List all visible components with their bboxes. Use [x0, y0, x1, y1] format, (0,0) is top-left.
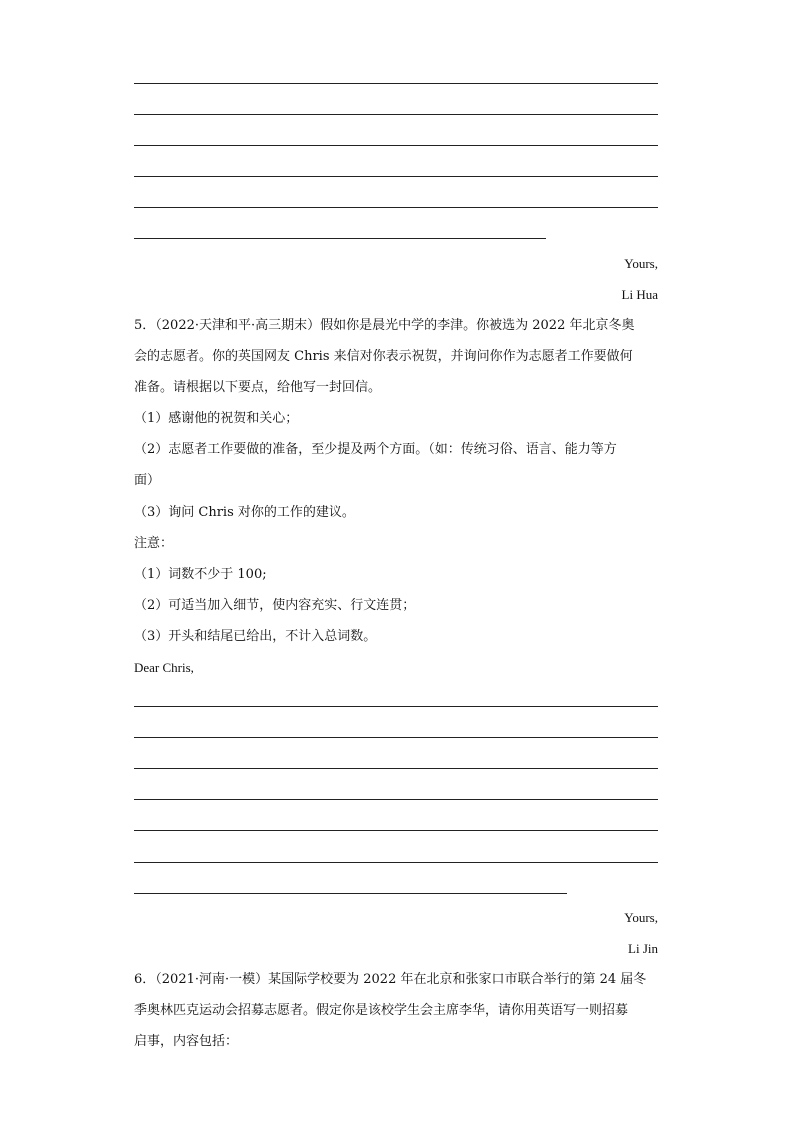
writing-line — [134, 768, 658, 769]
signature-li-hua: Li Hua — [621, 287, 658, 302]
q5-note-2: （2）可适当加入细节，使内容充实、行文连贯； — [134, 598, 416, 613]
writing-line — [134, 706, 658, 707]
q6-prompt-line: 季奥林匹克运动会招募志愿者。假定你是该校学生会主席李华，请你用英语写一则招募 — [134, 1003, 629, 1018]
writing-line — [134, 238, 546, 239]
q5-prompt-line: 准备。请根据以下要点，给他写一封回信。 — [134, 380, 382, 395]
q5-note-1: （1）词数不少于 100; — [134, 567, 267, 582]
writing-line — [134, 83, 658, 84]
q5-point-2-cont: 面） — [134, 473, 161, 488]
q5-notes-label: 注意： — [134, 536, 174, 551]
signature-li-jin: Li Jin — [628, 941, 658, 956]
closing-yours: Yours, — [624, 256, 658, 271]
q5-prompt-line: 5．（2022·天津和平·高三期末）假如你是晨光中学的李津。你被选为 2022 年北京冬奥 — [134, 318, 635, 333]
writing-line — [134, 799, 658, 800]
writing-line — [134, 893, 567, 894]
writing-line — [134, 145, 658, 146]
writing-line — [134, 114, 658, 115]
q6-prompt-line: 启事，内容包括： — [134, 1034, 239, 1049]
writing-line — [134, 207, 658, 208]
q5-point-1: （1）感谢他的祝贺和关心； — [134, 411, 299, 426]
writing-line — [134, 176, 658, 177]
q5-prompt-line: 会的志愿者。你的英国网友 Chris 来信对你表示祝贺，并询问你作为志愿者工作要做何 — [134, 349, 633, 364]
q5-note-3: （3）开头和结尾已给出，不计入总词数。 — [134, 629, 377, 644]
writing-line — [134, 830, 658, 831]
q6-prompt-line: 6．（2021·河南·一模）某国际学校要为 2022 年在北京和张家口市联合举行的第 24 届冬 — [134, 972, 647, 987]
writing-line — [134, 862, 658, 863]
writing-line — [134, 737, 658, 738]
closing-yours: Yours, — [624, 910, 658, 925]
q5-point-2: （2）志愿者工作要做的准备，至少提及两个方面。（如：传统习俗、语言、能力等方 — [134, 442, 617, 457]
q5-greeting: Dear Chris, — [134, 660, 194, 675]
q5-point-3: （3）询问 Chris 对你的工作的建议。 — [134, 505, 355, 520]
